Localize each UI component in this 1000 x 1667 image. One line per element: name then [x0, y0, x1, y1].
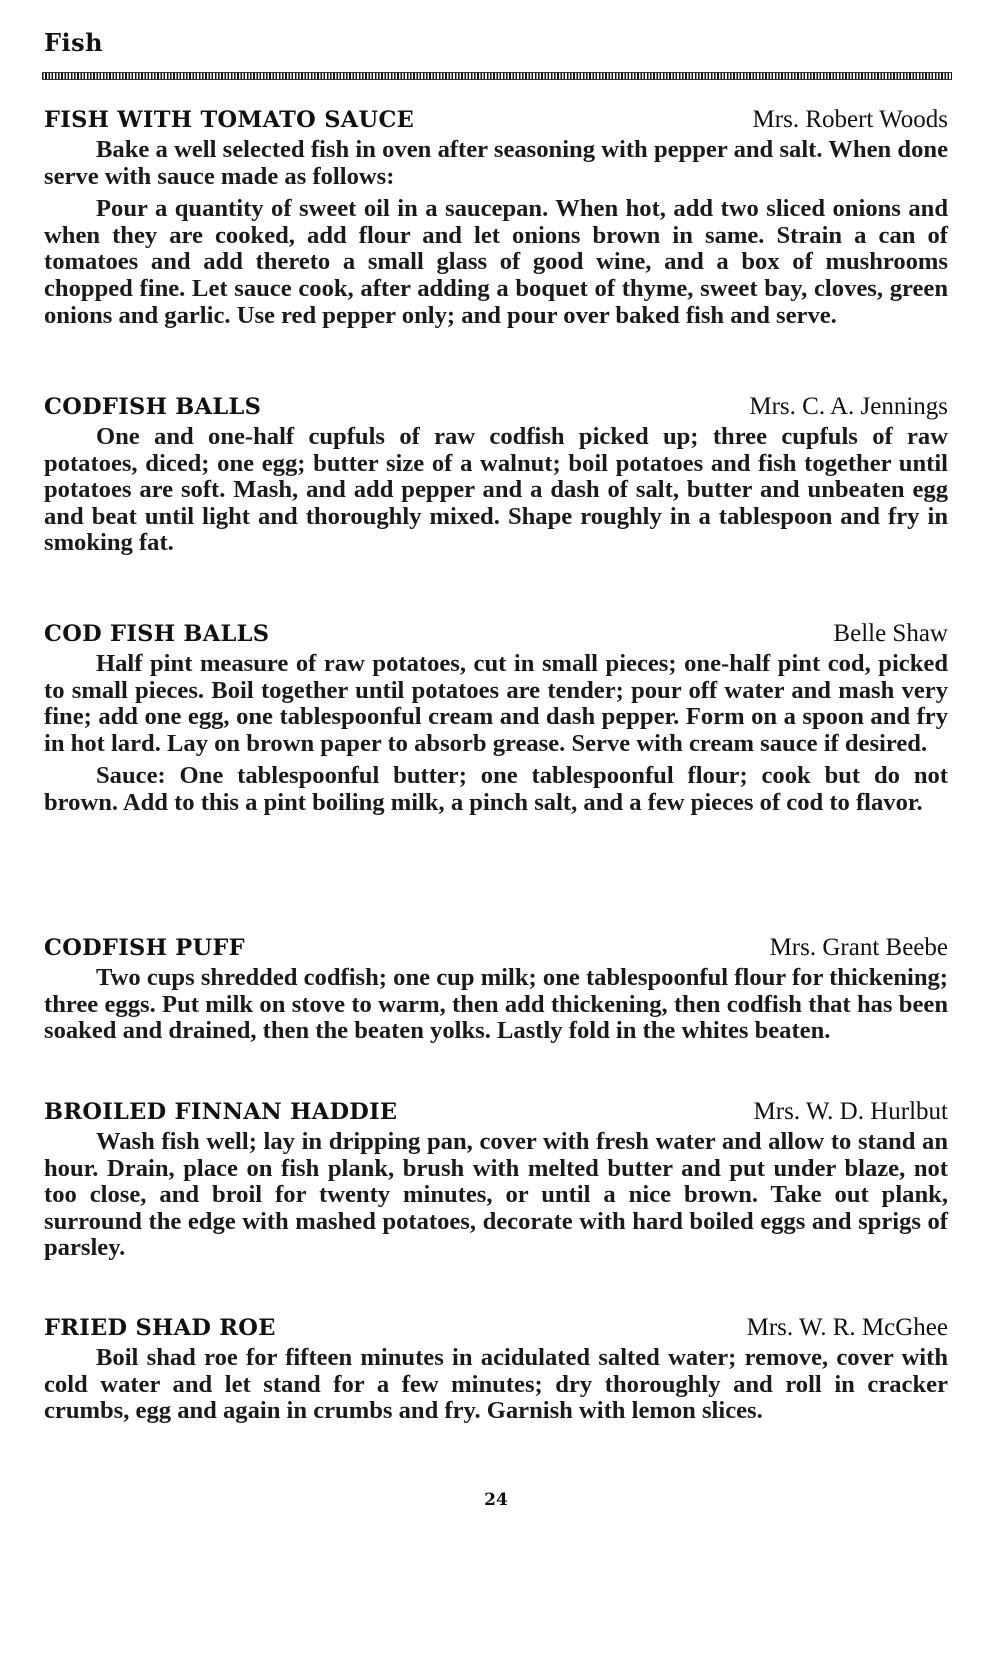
recipe-paragraph: Boil shad roe for fifteen minutes in acidulated salted water; remove, cover with cold water and let stand for a few minutes; dry thoroughly and roll in cracker crumbs, egg and again in crumbs and fry. Garnish with lemon slices.: [44, 1344, 948, 1425]
recipe-header: [44, 103, 948, 137]
page-number: 24: [484, 1490, 508, 1510]
recipe-author: Mrs. Grant Beebe: [769, 934, 948, 961]
recipe-header: [44, 1095, 948, 1129]
recipe-header: [44, 931, 948, 965]
recipe-broiled-finnan-haddie: [44, 1095, 948, 1268]
recipe-title: BROILED FINNAN HADDIE: [44, 1099, 398, 1125]
recipe-paragraph: Sauce: One tablespoonful butter; one tablespoonful flour; cook but do not brown. Add to this a pint boiling milk, a pinch salt, and a few pieces of cod to flavor.: [44, 762, 948, 816]
recipe-author: Mrs. W. R. McGhee: [746, 1314, 948, 1341]
recipe-paragraph: One and one-half cupfuls of raw codfish picked up; three cupfuls of raw potatoes, diced; one egg; butter size of a walnut; boil potatoes and fish together until potatoes are soft. Mash, and add pepper and a dash of salt, butter and unbeaten egg and beat until light and thoroughly mixed. Shape roughly in a tablespoon and fry in smoking fat.: [44, 423, 948, 557]
recipe-title: CODFISH BALLS: [44, 394, 262, 420]
recipe-title: FISH WITH TOMATO SAUCE: [44, 107, 415, 133]
decorative-rule: [42, 72, 952, 80]
recipe-paragraph: Wash fish well; lay in dripping pan, cover with fresh water and allow to stand an hour. Drain, place on fish plank, brush with melted butter and put under blaze, not too close, and broil for twenty minutes, or until a nice brown. Take out plank, surround the edge with mashed potatoes, decorate with hard boiled eggs and sprigs of parsley.: [44, 1128, 948, 1262]
recipe-paragraph: Two cups shredded codfish; one cup milk; one tablespoonful flour for thickening; three eggs. Put milk on stove to warm, then add thickening, then codfish that has been soaked and drained, then the beaten yolks. Lastly fold in the whites beaten.: [44, 964, 948, 1045]
recipe-title: CODFISH PUFF: [44, 935, 245, 961]
recipe-paragraph: Pour a quantity of sweet oil in a saucepan. When hot, add two sliced onions and when they are cooked, add flour and let onions brown in same. Strain a can of tomatoes and add thereto a small glass of good wine, and a box of mushrooms chopped fine. Let sauce cook, after adding a boquet of thyme, sweet bay, cloves, green onions and garlic. Use red pepper only; and pour over baked fish and serve.: [44, 195, 948, 329]
recipe-author: Mrs. C. A. Jennings: [749, 393, 948, 420]
cookbook-page: [44, 0, 948, 1667]
recipe-author: Mrs. W. D. Hurlbut: [753, 1098, 948, 1125]
recipe-title: COD FISH BALLS: [44, 621, 270, 647]
recipe-fried-shad-roe: [44, 1311, 948, 1431]
recipe-header: [44, 1311, 948, 1345]
recipe-title: FRIED SHAD ROE: [44, 1315, 276, 1341]
recipe-codfish-balls: [44, 390, 948, 563]
recipe-fish-with-tomato-sauce: [44, 103, 948, 335]
recipe-header: [44, 390, 948, 424]
recipe-author: Mrs. Robert Woods: [752, 106, 948, 133]
recipe-paragraph: Half pint measure of raw potatoes, cut in small pieces; one-half pint cod, picked to small pieces. Boil together until potatoes are tender; pour off water and mash very fine; add one egg, one tablespoonful cream and dash pepper. Form on a spoon and fry in hot lard. Lay on brown paper to absorb grease. Serve with cream sauce if desired.: [44, 650, 948, 757]
section-title: Fish: [44, 28, 104, 57]
recipe-paragraph: Bake a well selected fish in oven after seasoning with pepper and salt. When done serve with sauce made as follows:: [44, 136, 948, 190]
recipe-codfish-puff: [44, 931, 948, 1051]
recipe-header: [44, 617, 948, 651]
recipe-cod-fish-balls: [44, 617, 948, 823]
recipe-author: Belle Shaw: [833, 620, 948, 647]
